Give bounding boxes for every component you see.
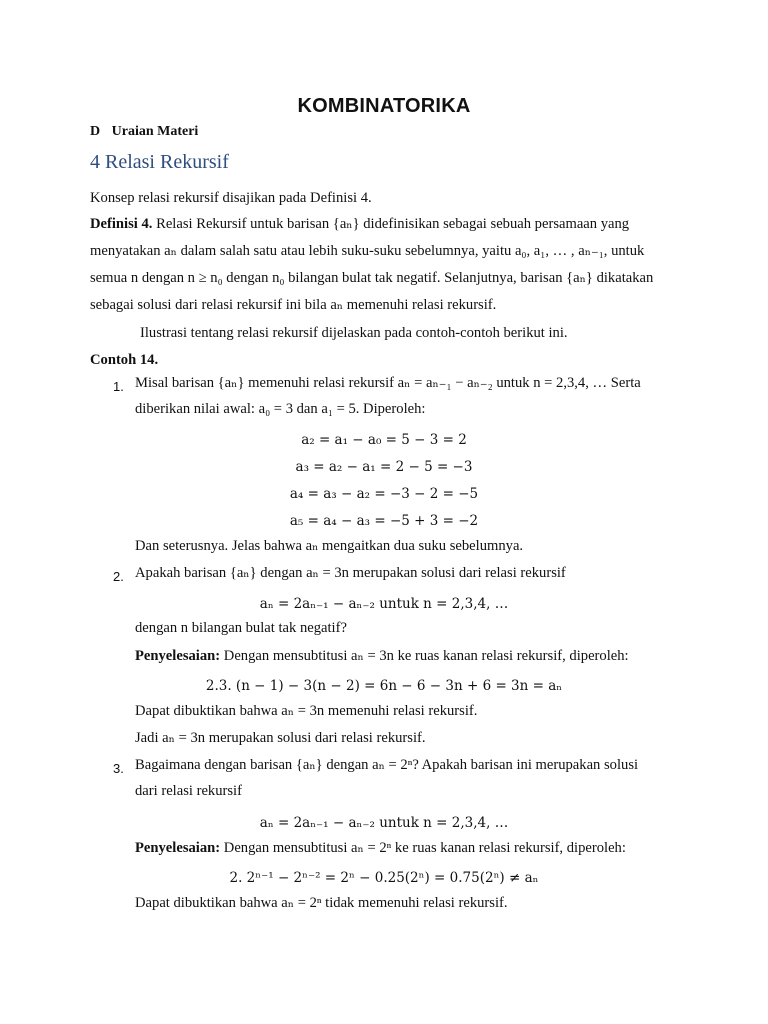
chapter-heading: 4 Relasi Rekursif [90, 151, 229, 173]
item-3-line-1: Bagaimana dengan barisan {aₙ} dengan aₙ = 2ⁿ? Apakah barisan ini merupakan solusi [135, 757, 639, 773]
intro-paragraph: Konsep relasi rekursif disajikan pada Definisi 4. [90, 190, 372, 206]
definition-label: Definisi 4. [90, 216, 153, 232]
item-2-equation: aₙ = 2aₙ₋₁ − aₙ₋₂ untuk n = 2,3,4, … [259, 596, 509, 612]
item-3-line-2: dari relasi rekursif [135, 783, 242, 799]
item-3-proof: Dapat dibuktikan bahwa aₙ = 2ⁿ tidak memenuhi relasi rekursif. [135, 895, 508, 911]
item-number: 3. [113, 761, 124, 776]
item-number: 1. [113, 379, 124, 394]
definition-line-3: semua n dengan n ≥ n₀ dengan n₀ bilangan bulat tak negatif. Selanjutnya, barisan {aₙ} dikatakan [90, 270, 654, 286]
definition-line-4: sebagai solusi dari relasi rekursif ini bila aₙ memenuhi relasi rekursif. [90, 297, 497, 313]
item-2-conclusion: Jadi aₙ = 3n merupakan solusi dari relasi rekursif. [135, 730, 426, 746]
item-3-equation: aₙ = 2aₙ₋₁ − aₙ₋₂ untuk n = 2,3,4, … [259, 815, 509, 831]
item-1-equation: a₅ = a₄ − a₃ = −5 + 3 = −2 [289, 513, 479, 529]
item-2-proof: Dapat dibuktikan bahwa aₙ = 3n memenuhi relasi rekursif. [135, 703, 478, 719]
section-header [90, 124, 198, 140]
item-3-solution-equation: 2. 2ⁿ⁻¹ − 2ⁿ⁻² = 2ⁿ − 0.25(2ⁿ) = 0.75(2ⁿ) ≠ aₙ [229, 870, 539, 886]
item-1-line-2: diberikan nilai awal: a₀ = 3 dan a₁ = 5. Diperoleh: [135, 401, 426, 417]
section-label: Uraian Materi [111, 124, 199, 139]
solution-text: Dengan mensubtitusi aₙ = 3n ke ruas kanan relasi rekursif, diperoleh: [223, 648, 629, 664]
item-1-equation: a₄ = a₃ − a₂ = −3 − 2 = −5 [289, 486, 479, 502]
item-3-solution [135, 839, 626, 857]
solution-label: Penyelesaian: [135, 840, 221, 856]
item-number: 2. [113, 569, 124, 584]
item-2-solution-equation: 2.3. (n − 1) − 3(n − 2) = 6n − 6 − 3n + 6 = 3n = aₙ [205, 678, 563, 694]
definition-line-2: menyatakan aₙ dalam salah satu atau lebih suku-suku sebelumnya, yaitu a₀, a₁, … , aₙ₋₁, untuk [90, 243, 645, 259]
solution-text: Dengan mensubtitusi aₙ = 2ⁿ ke ruas kanan relasi rekursif, diperoleh: [223, 840, 626, 856]
document-title: KOMBINATORIKA [297, 95, 471, 117]
item-1-equation: a₃ = a₂ − a₁ = 2 − 5 = −3 [295, 459, 473, 475]
definition-text-1: Relasi Rekursif untuk barisan {aₙ} didefinisikan sebagai sebuah persamaan yang [156, 216, 630, 232]
solution-label: Penyelesaian: [135, 648, 221, 664]
item-1-equation: a₂ = a₁ − a₀ = 5 − 3 = 2 [301, 432, 467, 448]
item-2-line-2: dengan n bilangan bulat tak negatif? [135, 620, 347, 636]
item-1-closing: Dan seterusnya. Jelas bahwa aₙ mengaitkan dua suku sebelumnya. [135, 538, 524, 554]
section-letter: D [90, 124, 101, 139]
illustration-paragraph: Ilustrasi tentang relasi rekursif dijelaskan pada contoh-contoh berikut ini. [140, 325, 568, 341]
item-1-line-1: Misal barisan {aₙ} memenuhi relasi rekursif aₙ = aₙ₋₁ − aₙ₋₂ untuk n = 2,3,4, … Serta [135, 375, 641, 391]
item-2-solution [135, 647, 629, 665]
example-label: Contoh 14. [90, 352, 159, 368]
definition-line-1 [90, 211, 678, 238]
item-2-line-1: Apakah barisan {aₙ} dengan aₙ = 3n merupakan solusi dari relasi rekursif [135, 565, 566, 581]
